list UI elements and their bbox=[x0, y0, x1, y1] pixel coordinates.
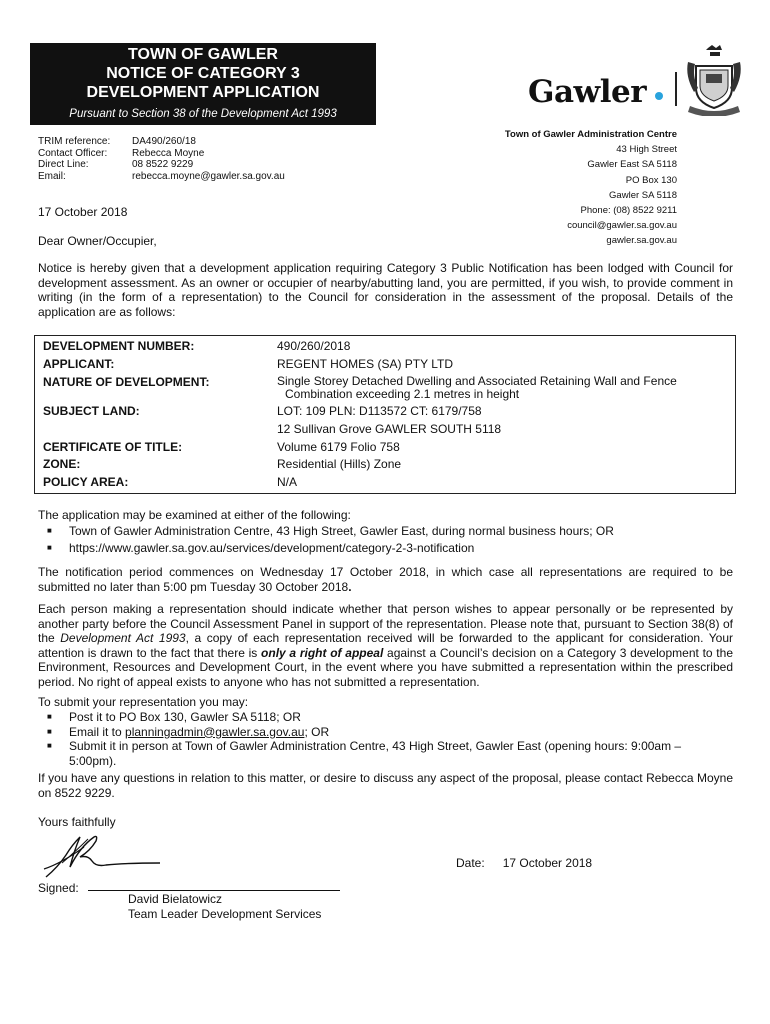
salutation: Dear Owner/Occupier, bbox=[38, 234, 157, 248]
signature-line bbox=[88, 890, 340, 891]
detail-value: 490/260/2018 bbox=[277, 339, 351, 353]
list-item bbox=[47, 524, 614, 539]
bullet-icon: ■ bbox=[47, 542, 52, 552]
application-details-box bbox=[34, 335, 736, 494]
detail-value: N/A bbox=[277, 475, 298, 490]
bullet-icon: ■ bbox=[47, 526, 52, 535]
appeal-emphasis: only a right of appeal bbox=[261, 645, 384, 660]
title-line-3: DEVELOPMENT APPLICATION bbox=[86, 84, 320, 101]
logo-divider bbox=[675, 72, 677, 106]
subject-line-1: LOT: 109 PLN: D113572 CT: 6179/758 bbox=[277, 404, 482, 419]
reference-value: rebecca.moyne@gawler.sa.gov.au bbox=[132, 170, 285, 182]
notification-link[interactable]: https://www.gawler.sa.gov.au/services/development/category-2-3-notification bbox=[69, 540, 475, 555]
period-full-stop: . bbox=[348, 579, 352, 594]
examine-intro: The application may be examined at either of the following: bbox=[38, 508, 351, 522]
list-item-text bbox=[69, 725, 329, 740]
reference-value: DA490/260/18 bbox=[132, 136, 196, 147]
detail-row bbox=[43, 474, 735, 492]
list-item bbox=[47, 725, 681, 740]
list-item[interactable] bbox=[47, 541, 614, 556]
office-line: gawler.sa.gov.au bbox=[606, 235, 677, 247]
email-prefix: Email it to bbox=[69, 724, 126, 739]
bullet-icon: ■ bbox=[47, 712, 52, 721]
office-line: council@gawler.sa.gov.au bbox=[567, 220, 677, 232]
town-crest-icon bbox=[684, 44, 744, 116]
list-item-text: Post it to PO Box 130, Gawler SA 5118; OR bbox=[69, 710, 301, 724]
detail-label: POLICY AREA: bbox=[43, 475, 129, 490]
reference-row bbox=[38, 159, 285, 171]
office-address bbox=[505, 127, 677, 249]
detail-value bbox=[277, 403, 735, 439]
detail-value: REGENT HOMES (SA) PTY LTD bbox=[277, 356, 454, 371]
detail-row bbox=[43, 403, 735, 439]
detail-value bbox=[277, 374, 735, 402]
list-item bbox=[47, 710, 681, 725]
reference-row bbox=[38, 148, 285, 160]
detail-label: CERTIFICATE OF TITLE: bbox=[43, 439, 183, 454]
date-label: Date: bbox=[456, 856, 485, 870]
reference-label: TRIM reference: bbox=[38, 136, 111, 147]
yours-faithfully: Yours faithfully bbox=[38, 815, 116, 829]
signer-title: Team Leader Development Services bbox=[128, 907, 322, 921]
date-value: 17 October 2018 bbox=[502, 856, 593, 870]
email-suffix: ; OR bbox=[304, 724, 330, 739]
office-line: Gawler SA 5118 bbox=[609, 189, 677, 201]
detail-row bbox=[43, 439, 735, 457]
questions-paragraph: If you have any questions in relation to this matter, or desire to discuss any aspect of the proposal, please contact Rebecca Moyne on 8522 9229. bbox=[38, 771, 733, 800]
reference-value: 08 8522 9229 bbox=[132, 159, 194, 170]
notice-title-box bbox=[30, 43, 376, 125]
office-heading: Town of Gawler Administration Centre bbox=[504, 129, 677, 140]
list-item-text: Submit it in person at Town of Gawler Administration Centre, 43 High Street, Gawler East (opening hours: 9:00am – bbox=[69, 739, 682, 754]
representation-part-2: , a copy of each representation received will be forwarded to the applicant for consideration. Your attention is drawn to the fact that there is bbox=[38, 631, 734, 660]
reference-label: Direct Line: bbox=[38, 159, 89, 170]
detail-row bbox=[43, 374, 735, 402]
reference-label: Contact Officer: bbox=[38, 147, 108, 159]
detail-label: DEVELOPMENT NUMBER: bbox=[43, 339, 195, 353]
reference-row bbox=[38, 171, 285, 183]
detail-label: APPLICANT: bbox=[43, 356, 115, 371]
handwritten-signature bbox=[42, 833, 162, 881]
detail-value: Residential (Hills) Zone bbox=[277, 457, 402, 472]
subject-line-2: 12 Sullivan Grove GAWLER SOUTH 5118 bbox=[277, 421, 502, 436]
detail-row bbox=[43, 356, 735, 374]
logo-wordmark: Gawler bbox=[528, 74, 647, 110]
signer-name: David Bielatowicz bbox=[128, 892, 223, 906]
nature-line-2: Combination exceeding 2.1 metres in height bbox=[285, 386, 520, 401]
representation-part-3: against a Council’s decision on a Category 3 development to the Environment, Resources and Development Court, in the event where you have submitted a representation within the prescribed period. No right of appeal exists to anyone who has not submitted a representation. bbox=[38, 645, 733, 689]
signed-label: Signed: bbox=[38, 881, 79, 895]
notification-text: The notification period commences on Wednesday 17 October 2018, in which case all representations are required to be submitted no later than 5:00 pm Tuesday 30 October 2018 bbox=[38, 565, 733, 594]
intro-paragraph: Notice is hereby given that a development application requiring Category 3 Public Notification has been lodged with Council for development assessment. As an owner or occupier of nearby/abutting land, you are permitted, if you wish, to provide comment in writing (in the form of a representation) to the Council for consideration in the assessment of the proposal. Details of the application are as follows: bbox=[38, 261, 733, 319]
planning-email-link[interactable]: planningadmin@gawler.sa.gov.au bbox=[125, 724, 305, 739]
logo-dot bbox=[655, 92, 663, 100]
list-item bbox=[47, 739, 681, 754]
detail-label: ZONE: bbox=[43, 457, 81, 472]
nature-line-1: Single Storey Detached Dwelling and Associated Retaining Wall and Fence bbox=[277, 373, 677, 388]
office-line: 43 High Street bbox=[616, 144, 677, 156]
submit-list bbox=[47, 710, 681, 768]
reference-block bbox=[38, 136, 285, 182]
list-item-continuation: 5:00pm). bbox=[69, 753, 117, 768]
signer-block bbox=[128, 892, 321, 922]
signature-date bbox=[456, 856, 592, 870]
bullet-icon: ■ bbox=[47, 741, 52, 751]
examine-list bbox=[47, 524, 614, 555]
gawler-logo bbox=[528, 44, 748, 116]
letter-date: 17 October 2018 bbox=[38, 205, 128, 219]
office-line: PO Box 130 bbox=[625, 174, 677, 186]
bullet-icon: ■ bbox=[47, 726, 52, 736]
act-name: Development Act 1993 bbox=[60, 631, 186, 646]
office-line: Gawler East SA 5118 bbox=[587, 159, 677, 171]
notification-paragraph bbox=[38, 565, 733, 594]
representation-paragraph bbox=[38, 602, 733, 690]
submit-intro: To submit your representation you may: bbox=[38, 695, 249, 709]
reference-row bbox=[38, 136, 285, 148]
title-subtitle: Pursuant to Section 38 of the Development Act 1993 bbox=[69, 108, 337, 120]
list-item-text: Town of Gawler Administration Centre, 43 High Street, Gawler East, during normal business hours; OR bbox=[69, 524, 614, 538]
reference-value: Rebecca Moyne bbox=[132, 147, 205, 159]
representation-part-1: Each person making a representation should indicate whether that person wishes to appear personally or be represented by another party before the Council Assessment Panel in support of the representation. Please note that, pursuant to Section 38(8) of the bbox=[38, 602, 733, 646]
title-line-1: TOWN OF GAWLER bbox=[128, 46, 278, 63]
reference-label: Email: bbox=[38, 170, 66, 182]
detail-row bbox=[43, 338, 735, 356]
title-line-2: NOTICE OF CATEGORY 3 bbox=[106, 65, 300, 82]
detail-label: NATURE OF DEVELOPMENT: bbox=[43, 374, 210, 389]
detail-row bbox=[43, 456, 735, 474]
detail-value: Volume 6179 Folio 758 bbox=[277, 439, 400, 454]
office-line: Phone: (08) 8522 9211 bbox=[580, 205, 677, 217]
detail-label: SUBJECT LAND: bbox=[43, 404, 140, 419]
